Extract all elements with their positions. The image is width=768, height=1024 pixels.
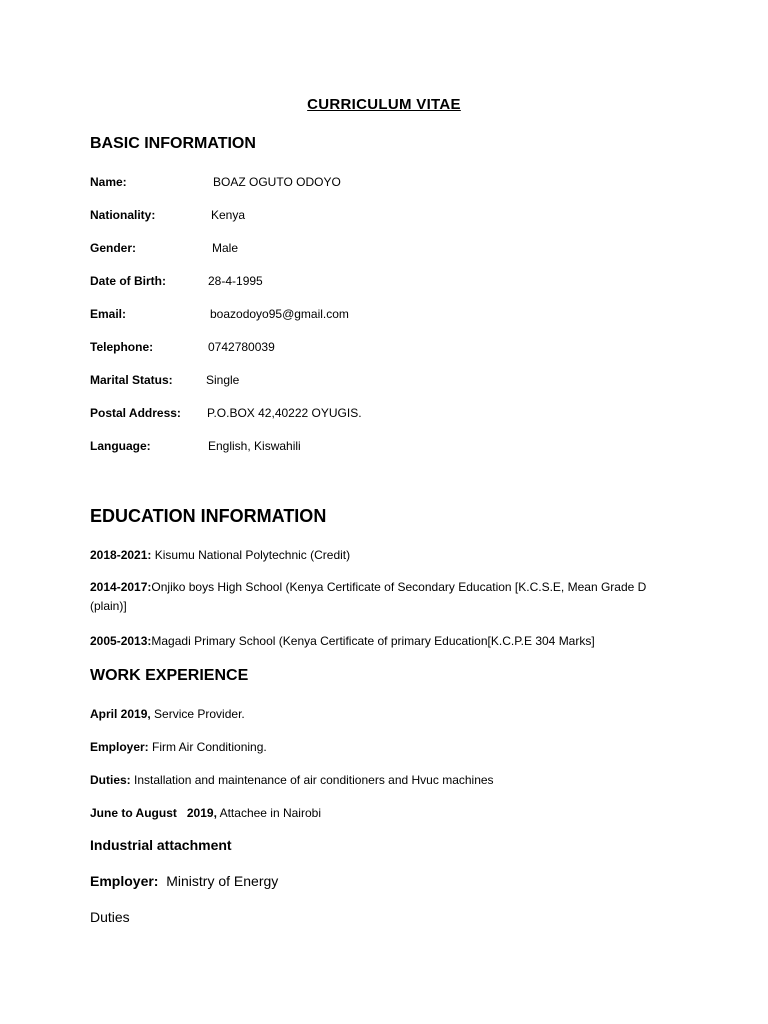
work-experience-heading: WORK EXPERIENCE: [90, 667, 249, 684]
education-heading: EDUCATION INFORMATION: [90, 506, 327, 526]
education-entry: [90, 548, 350, 562]
work-item: [90, 806, 321, 820]
work-item-label: Duties:: [90, 773, 131, 787]
attachment-employer-label: Employer:: [90, 873, 159, 889]
work-item: [90, 707, 245, 721]
education-text: Onjiko boys High School (Kenya Certificate of Secondary Education [K.C.S.E, Mean Grade D (plain)]: [90, 580, 647, 613]
attachment-employer: [90, 873, 278, 889]
education-years: 2005-2013:: [90, 634, 152, 648]
dob-value: 28-4-1995: [208, 274, 263, 288]
language-label: Language:: [90, 439, 151, 453]
postal-address-value: P.O.BOX 42,40222 OYUGIS.: [207, 406, 362, 420]
nationality-label: Nationality:: [90, 208, 156, 222]
email-value: boazodoyo95@gmail.com: [210, 307, 349, 321]
marital-status-value: Single: [206, 373, 240, 387]
work-item: [90, 740, 267, 754]
gender-value: Male: [212, 241, 239, 255]
marital-status-label: Marital Status:: [90, 373, 173, 387]
telephone-label: Telephone:: [90, 340, 154, 354]
work-item-label: Employer:: [90, 740, 149, 754]
name-label: Name:: [90, 175, 127, 189]
education-entry: [90, 578, 680, 616]
work-item-label: April 2019,: [90, 707, 151, 721]
gender-label: Gender:: [90, 241, 137, 255]
name-value: BOAZ OGUTO ODOYO: [213, 175, 341, 189]
work-item-label: June to August 2019,: [90, 806, 217, 820]
education-entry: [90, 634, 595, 648]
postal-address-label: Postal Address:: [90, 406, 181, 420]
language-value: English, Kiswahili: [208, 439, 301, 453]
dob-label: Date of Birth:: [90, 274, 166, 288]
basic-info-heading: BASIC INFORMATION: [90, 135, 256, 152]
work-item-text: Attachee in Nairobi: [216, 806, 321, 820]
education-text: Kisumu National Polytechnic (Credit): [151, 548, 351, 562]
industrial-attachment-heading: Industrial attachment: [90, 837, 232, 853]
work-item-text: Installation and maintenance of air conditioners and Hvuc machines: [130, 773, 494, 787]
attachment-employer-value: Ministry of Energy: [158, 873, 279, 889]
work-item-text: Service Provider.: [150, 707, 245, 721]
education-years: 2014-2017:: [90, 580, 152, 594]
email-label: Email:: [90, 307, 127, 321]
document-title: CURRICULUM VITAE: [307, 96, 461, 113]
work-item-text: Firm Air Conditioning.: [148, 740, 267, 754]
work-item: [90, 773, 494, 787]
education-years: 2018-2021:: [90, 548, 152, 562]
attachment-duties: Duties: [90, 909, 130, 925]
education-text: Magadi Primary School (Kenya Certificate of primary Education[K.C.P.E 304 Marks]: [151, 634, 595, 648]
nationality-value: Kenya: [211, 208, 246, 222]
telephone-value: 0742780039: [208, 340, 275, 354]
